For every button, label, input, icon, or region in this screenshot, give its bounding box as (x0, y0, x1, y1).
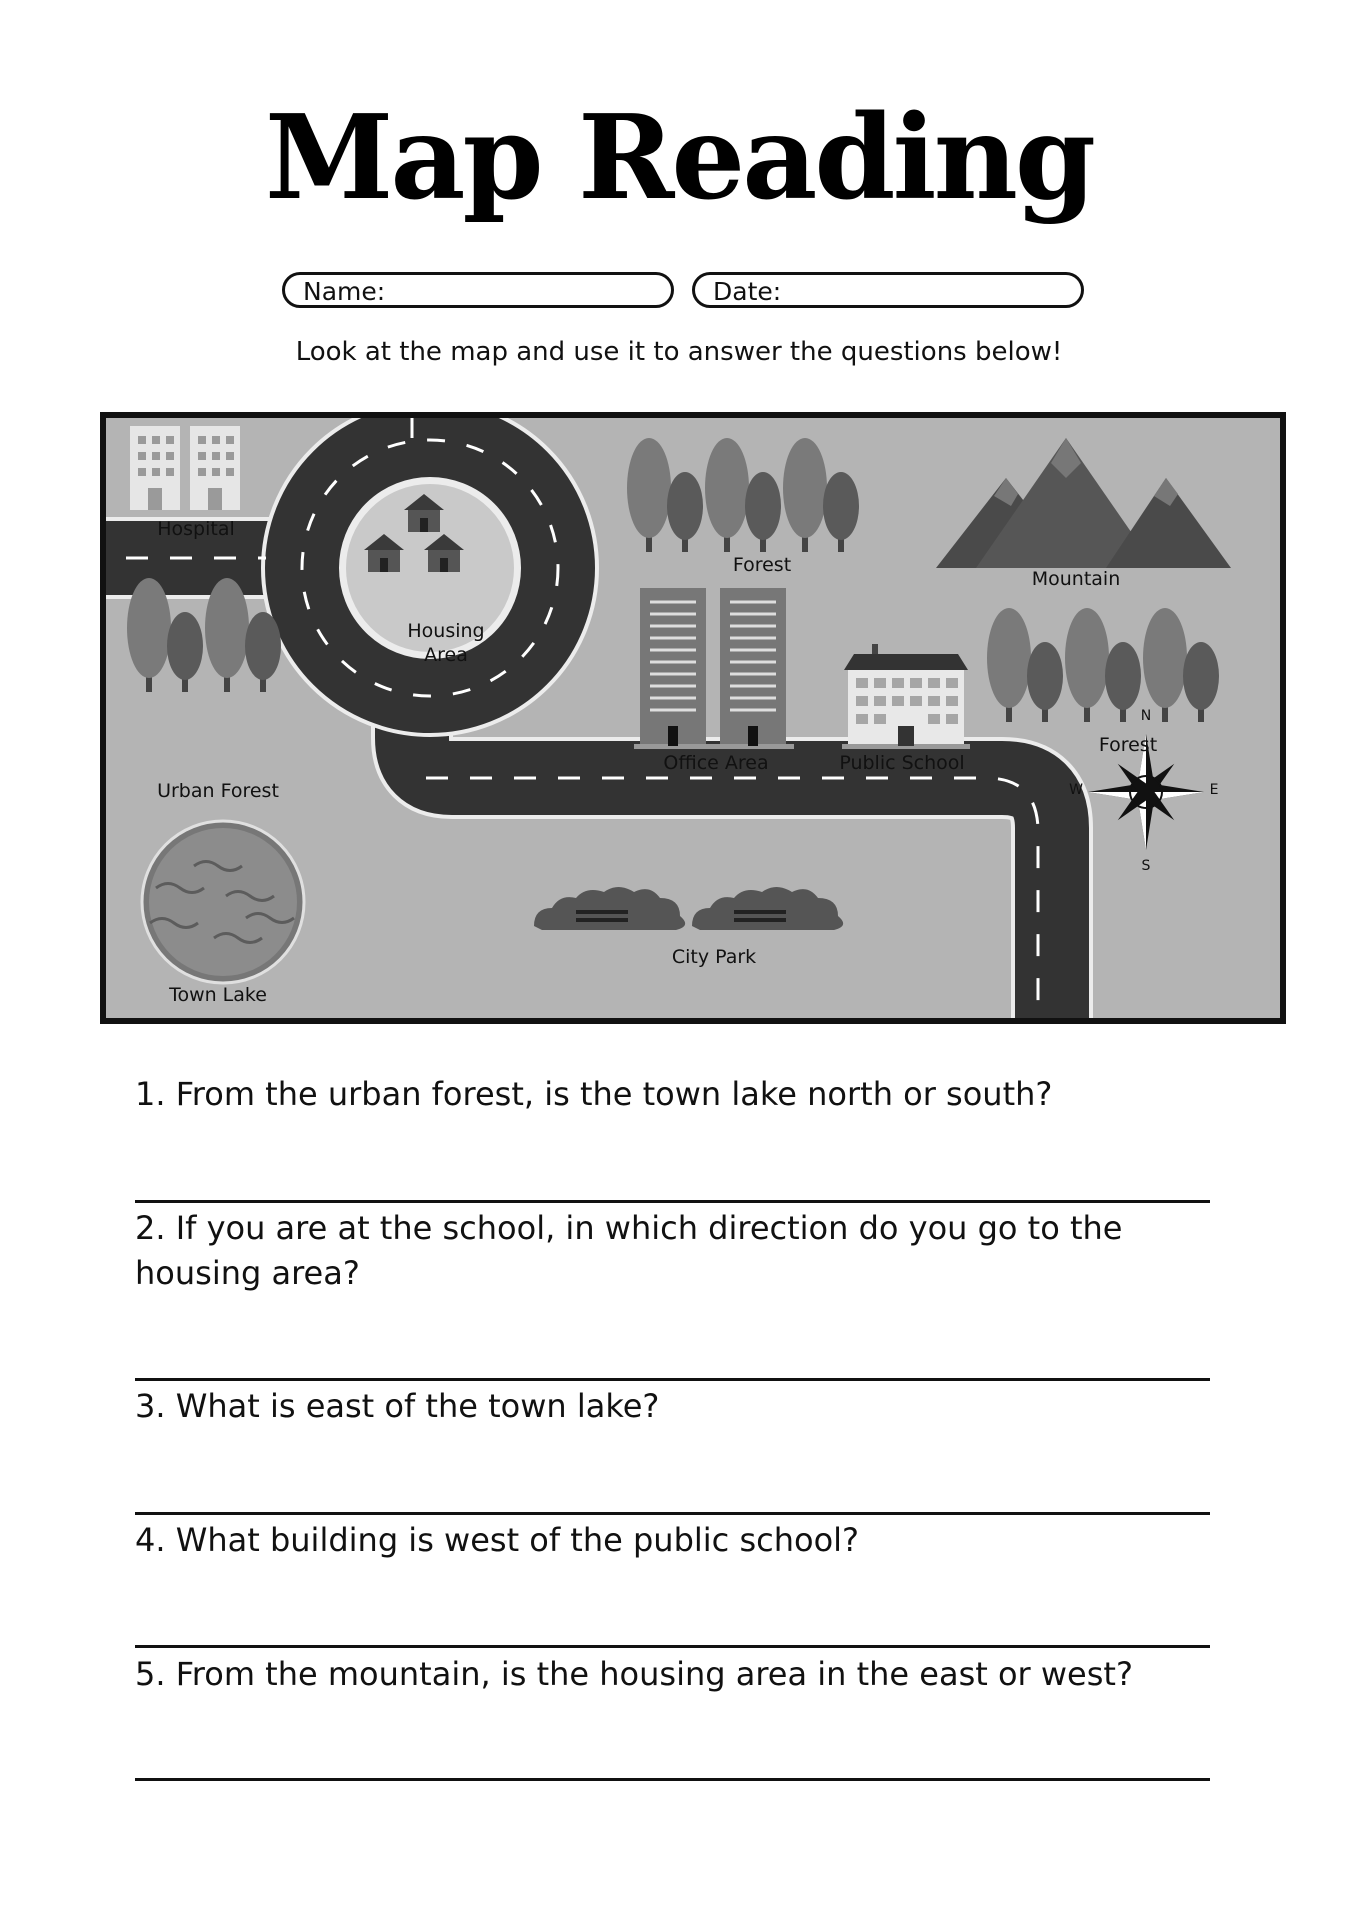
worksheet-title: Map Reading (264, 90, 1094, 226)
question-4: 4. What building is west of the public school? (135, 1521, 860, 1559)
mountain-icon (936, 438, 1231, 568)
tree-icon (987, 608, 1219, 722)
name-field[interactable] (282, 272, 674, 308)
compass-east: E (1209, 782, 1219, 798)
tree-icon (627, 438, 859, 552)
label-housing-area: Housing Area (407, 620, 485, 666)
instruction-text: Look at the map and use it to answer the questions below! (295, 337, 1063, 367)
compass-north: N (1140, 708, 1152, 724)
label-mountain: Mountain (1031, 568, 1121, 590)
compass-south: S (1141, 858, 1151, 874)
answer-line-4[interactable] (135, 1645, 1210, 1648)
date-label: Date: (713, 277, 782, 306)
name-input[interactable] (395, 279, 653, 305)
map-illustration (106, 418, 1280, 1018)
answer-line-2[interactable] (135, 1378, 1210, 1381)
town-lake-icon (142, 821, 304, 983)
label-forest-right: Forest (1098, 734, 1158, 756)
hospital-icon (130, 426, 240, 510)
answer-line-3[interactable] (135, 1512, 1210, 1515)
label-city-park: City Park (671, 946, 757, 968)
date-input[interactable] (805, 279, 1063, 305)
date-field[interactable] (692, 272, 1084, 308)
answer-line-1[interactable] (135, 1200, 1210, 1203)
question-2: 2. If you are at the school, in which direction do you go to the housing area? (135, 1209, 1123, 1292)
label-forest-top: Forest (732, 554, 792, 576)
office-building-icon (634, 588, 794, 749)
label-hospital: Hospital (157, 518, 235, 540)
town-map (100, 412, 1286, 1024)
answer-line-5[interactable] (135, 1778, 1210, 1781)
name-label: Name: (303, 277, 386, 306)
park-icon (534, 887, 843, 930)
school-icon (842, 644, 970, 749)
label-town-lake: Town Lake (169, 984, 267, 1006)
question-3: 3. What is east of the town lake? (135, 1387, 660, 1425)
question-1: 1. From the urban forest, is the town lake north or south? (135, 1075, 1053, 1113)
label-office-area: Office Area (663, 752, 769, 774)
compass-west: W (1069, 782, 1083, 798)
question-5: 5. From the mountain, is the housing area in the east or west? (135, 1655, 1133, 1693)
label-urban-forest: Urban Forest (157, 780, 279, 802)
label-public-school: Public School (839, 752, 965, 774)
